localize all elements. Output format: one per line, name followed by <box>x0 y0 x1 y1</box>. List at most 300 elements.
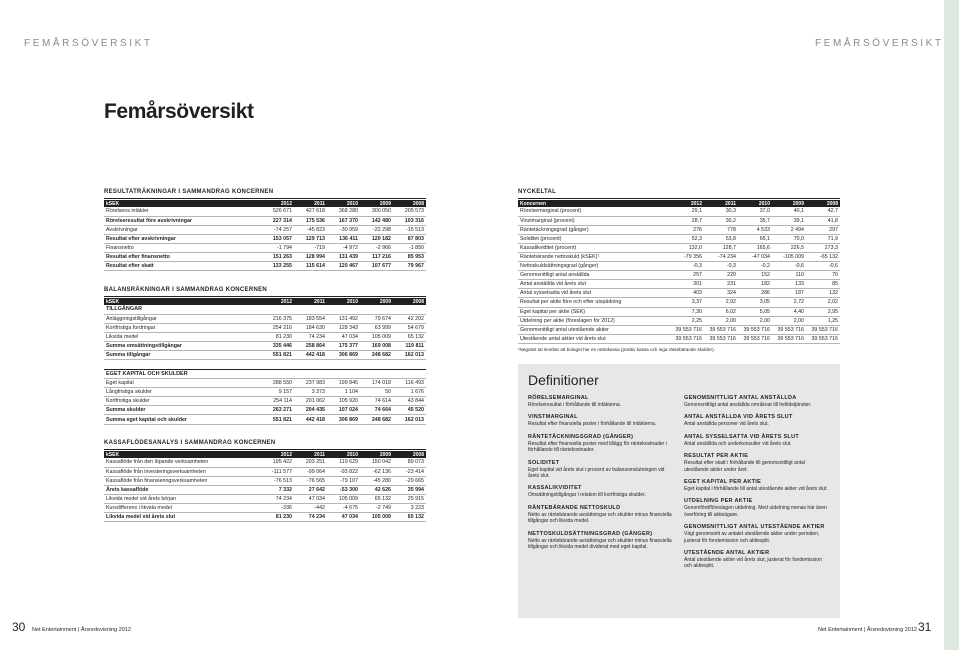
value-cell: 133 <box>772 280 806 289</box>
row-label-cell: Genomsnittligt antal anställda <box>518 271 670 280</box>
value-cell: 74 234 <box>294 513 327 522</box>
table-row <box>518 298 840 307</box>
value-cell: 110 <box>772 271 806 280</box>
value-cell: -111 577 <box>261 467 294 476</box>
value-cell: 79 967 <box>393 262 426 271</box>
definition-description: Genomsnittligt antal anställda omräknat till heltidstjänster. <box>684 402 812 408</box>
row-label-cell: Resultat efter finansnetto <box>104 252 261 261</box>
nyckeltal-table <box>518 200 840 344</box>
value-cell: 65 132 <box>393 332 426 341</box>
header-year-cell: 2010 <box>327 451 360 458</box>
row-label-cell: Likvida medel vid årets början <box>104 494 261 503</box>
value-cell: -4 675 <box>327 503 360 512</box>
value-cell: 35,7 <box>738 216 772 225</box>
value-cell: 39 553 716 <box>806 334 840 343</box>
header-year-cell: 2012 <box>670 200 704 207</box>
value-cell: 39 553 716 <box>772 325 806 334</box>
section-rule <box>104 296 426 297</box>
table-row <box>518 252 840 261</box>
value-cell: 169 008 <box>360 341 393 350</box>
value-cell: 119 811 <box>393 341 426 350</box>
table-row <box>104 332 426 341</box>
definition-term: NETTOSKULDSÄTTNINGSGRAD (GÅNGER) <box>528 530 653 537</box>
nyckeltal-footnote: ¹Negativt tal innebär att bolaget har en nettokassa (positiv kassa och inga räntebärande skulder). <box>518 347 715 352</box>
header-year-cell: 2008 <box>393 451 426 458</box>
value-cell: 151 263 <box>261 252 294 261</box>
value-cell: 39 553 716 <box>704 325 738 334</box>
definition-item <box>528 395 674 408</box>
value-cell: 2,92 <box>704 298 738 307</box>
value-cell: 136 411 <box>327 234 360 243</box>
header-year-cell: 2008 <box>806 200 840 207</box>
row-label-cell: Anläggningstillgångar <box>104 314 261 323</box>
value-cell: 81 230 <box>261 513 294 522</box>
value-cell: -93 822 <box>327 467 360 476</box>
row-label-cell: Räntetäckningsgrad (gånger) <box>518 225 670 234</box>
row-label-cell: Vinstmarginal (procent) <box>518 216 670 225</box>
definition-item <box>684 479 830 492</box>
value-cell: 2 494 <box>772 225 806 234</box>
value-cell: -105 009 <box>772 252 806 261</box>
value-cell: 28,7 <box>670 216 704 225</box>
value-cell: 85 953 <box>393 252 426 261</box>
definition-description: Resultat efter finansiella poster med tillägg för räntekostnader i förhållande till räntekostnader. <box>528 440 667 454</box>
header-label-cell: kSEK <box>104 451 261 458</box>
definition-description: Netto av räntebärande avsättningar och skulder minus finansiella tillgångar och likvida medel dividerat med eget kapital. <box>528 537 672 551</box>
value-cell: 2,25 <box>670 316 704 325</box>
value-cell: 119 629 <box>327 458 360 467</box>
value-cell: 301 <box>670 280 704 289</box>
header-label-cell: kSEK <box>104 298 261 305</box>
row-label-cell: Kortfristiga fordringar <box>104 323 261 332</box>
value-cell: 53,8 <box>704 234 738 243</box>
table-row <box>518 307 840 316</box>
table-row <box>104 513 426 522</box>
value-cell: 162 013 <box>393 350 426 359</box>
header-year-cell: 2012 <box>261 451 294 458</box>
value-cell: 174 018 <box>360 379 393 388</box>
value-cell: 2,72 <box>772 298 806 307</box>
row-label-cell: Summa eget kapital och skulder <box>104 415 261 424</box>
value-cell: 105 009 <box>360 513 393 522</box>
definition-item <box>528 434 674 454</box>
row-label-cell: Kursdifferens i likvida medel <box>104 503 261 512</box>
row-label-cell: Rörelsens intäkter <box>104 207 261 216</box>
value-cell: 37,0 <box>738 207 772 216</box>
header-label-cell: kSEK <box>104 200 261 207</box>
value-cell: 183 554 <box>294 314 327 323</box>
value-cell: 128 994 <box>294 252 327 261</box>
table-row <box>104 350 426 359</box>
footer-text-left: Net Entertainment | Årsredovisning 2012 <box>32 627 131 633</box>
value-cell: 128,7 <box>704 243 738 252</box>
value-cell: 107 677 <box>360 262 393 271</box>
row-label-cell: Nettoskuldsättningsgrad (gånger) <box>518 262 670 271</box>
row-label-cell: Kassaflöde från den löpande verksamheten <box>104 458 261 467</box>
definition-description: Resultat efter skatt i förhållande till genomsnittligt antal utestående aktier under året. <box>684 460 805 473</box>
value-cell: 74 234 <box>261 494 294 503</box>
value-cell: 131 439 <box>327 252 360 261</box>
value-cell: 288 550 <box>261 379 294 388</box>
row-label-cell: Summa omsättningstillgångar <box>104 341 261 350</box>
value-cell: 103 316 <box>393 216 426 225</box>
value-cell: 257 <box>670 271 704 280</box>
definition-description: Antal anställda personer vid årets slut. <box>684 421 769 428</box>
value-cell: 3 223 <box>393 503 426 512</box>
value-cell: -0,6 <box>806 262 840 271</box>
row-label-cell: Resultat efter avskrivningar <box>104 234 261 243</box>
value-cell: 286 <box>738 289 772 298</box>
value-cell: 306 869 <box>327 350 360 359</box>
value-cell: -79 107 <box>327 476 360 485</box>
value-cell: 203 251 <box>294 458 327 467</box>
value-cell: 7 332 <box>261 485 294 494</box>
page-number-right: 31 <box>918 620 932 634</box>
value-cell: 47 034 <box>327 513 360 522</box>
value-cell: 89 073 <box>393 458 426 467</box>
value-cell: 324 <box>704 289 738 298</box>
value-cell: 248 682 <box>360 350 393 359</box>
header-year-cell: 2011 <box>294 451 327 458</box>
value-cell: -79 356 <box>670 252 704 261</box>
definition-term: UTESTÅENDE ANTAL AKTIER <box>684 550 770 557</box>
value-cell: 29,1 <box>670 207 704 216</box>
value-cell: 47 034 <box>327 332 360 341</box>
value-cell: 204 435 <box>294 406 327 415</box>
value-cell: -30 959 <box>327 225 360 234</box>
table-row <box>518 316 840 325</box>
value-cell: -1 850 <box>393 243 426 252</box>
definition-description: Eget kapital vid årets slut i procent av balansomslutningen vid årets slut. <box>528 466 665 480</box>
definitions-right-column <box>684 395 830 576</box>
value-cell: 30,3 <box>704 207 738 216</box>
page-title: Femårsöversikt <box>104 100 254 123</box>
row-label-cell: Finansnetto <box>104 243 261 252</box>
value-cell: -29 665 <box>393 476 426 485</box>
value-cell: 2,95 <box>806 307 840 316</box>
definition-item <box>684 550 830 570</box>
value-cell: 39 553 716 <box>704 334 738 343</box>
table-row <box>104 415 426 424</box>
value-cell: 39 553 716 <box>670 325 704 334</box>
value-cell: 199 845 <box>327 379 360 388</box>
value-cell: 201 062 <box>294 397 327 406</box>
header-year-cell: 2012 <box>261 298 294 305</box>
table-header-row <box>518 200 840 207</box>
table-row <box>104 252 426 261</box>
table-row <box>518 289 840 298</box>
value-cell: -22 298 <box>360 225 393 234</box>
value-cell: 442 418 <box>294 415 327 424</box>
row-label-cell: Likvida medel vid årets slut <box>104 513 261 522</box>
table-row <box>104 323 426 332</box>
value-cell: 2,00 <box>738 316 772 325</box>
definition-description: Resultat efter finansiella poster i förhållande till intäkterna. <box>528 421 657 428</box>
row-label-cell: Resultat per aktie före och efter utspädning <box>518 298 670 307</box>
table-row <box>104 341 426 350</box>
value-cell: 142 480 <box>360 216 393 225</box>
value-cell: 54 679 <box>393 323 426 332</box>
value-cell: -336 <box>261 503 294 512</box>
value-cell: 74 234 <box>294 332 327 341</box>
value-cell: 273,3 <box>806 243 840 252</box>
value-cell: 70 <box>806 271 840 280</box>
header-year-cell: 2010 <box>738 200 772 207</box>
row-label-cell: Avskrivningar <box>104 225 261 234</box>
value-cell: 63 999 <box>360 323 393 332</box>
table-row <box>104 458 426 467</box>
definition-description: Eget kapital i förhållande till antal utestående aktier vid årets slut. <box>684 486 828 493</box>
value-cell: 3,37 <box>670 298 704 307</box>
table-row <box>518 234 840 243</box>
table-row <box>518 207 840 216</box>
header-year-cell: 2011 <box>704 200 738 207</box>
row-label-cell: Kortfristiga skulder <box>104 397 261 406</box>
header-year-cell: 2010 <box>327 298 360 305</box>
row-label-cell: Rörelsemarginal (procent) <box>518 207 670 216</box>
header-year-cell: 2009 <box>772 200 806 207</box>
value-cell: -45 280 <box>360 476 393 485</box>
row-label-cell: Eget kapital per aktie (SEK) <box>518 307 670 316</box>
header-year-cell: 2008 <box>393 200 426 207</box>
value-cell: 6,02 <box>704 307 738 316</box>
running-header-left: FEMÅRSÖVERSIKT <box>24 38 153 49</box>
value-cell: 35 994 <box>393 485 426 494</box>
definition-item <box>684 453 830 473</box>
value-cell: 30,2 <box>704 216 738 225</box>
value-cell: 132,0 <box>670 243 704 252</box>
value-cell: 551 821 <box>261 350 294 359</box>
definition-item <box>684 414 830 427</box>
value-cell: 263 271 <box>261 406 294 415</box>
value-cell: 152 <box>738 271 772 280</box>
definition-term: KASSALIKVIDITET <box>528 485 582 492</box>
value-cell: 107 024 <box>327 406 360 415</box>
value-cell: 237 983 <box>294 379 327 388</box>
value-cell: 71,9 <box>806 234 840 243</box>
value-cell: -62 136 <box>360 467 393 476</box>
value-cell: -99 064 <box>294 467 327 476</box>
definitions-title: Definitioner <box>528 372 599 388</box>
definition-description: Vägt genomsnitt av antalet utestående aktier under perioden, justerat för fondemission och aktiesplit. <box>684 531 820 544</box>
definition-item <box>528 414 674 427</box>
value-cell: 248 682 <box>360 415 393 424</box>
value-cell: 150 042 <box>360 458 393 467</box>
value-cell: 335 446 <box>261 341 294 350</box>
section-title-balans: BALANSRÄKNINGAR I SAMMANDRAG KONCERNEN <box>104 287 268 293</box>
value-cell: 65,1 <box>738 234 772 243</box>
row-label-cell: Summa tillgångar <box>104 350 261 359</box>
value-cell: 43 844 <box>393 397 426 406</box>
value-cell: 85 <box>806 280 840 289</box>
definition-term: ANTAL ANSTÄLLDA VID ÅRETS SLUT <box>684 414 793 421</box>
value-cell: 116 493 <box>393 379 426 388</box>
value-cell: -15 513 <box>393 225 426 234</box>
value-cell: 4 533 <box>738 225 772 234</box>
value-cell: 9 157 <box>261 388 294 397</box>
subheading-cell: EGET KAPITAL OCH SKULDER <box>104 370 426 379</box>
eget-kapital-table <box>104 369 426 425</box>
value-cell: -74 234 <box>704 252 738 261</box>
row-label-cell: Likvida medel <box>104 332 261 341</box>
value-cell: 227 314 <box>261 216 294 225</box>
table-row <box>104 397 426 406</box>
value-cell: 128 343 <box>327 323 360 332</box>
value-cell: 42 202 <box>393 314 426 323</box>
value-cell: 39,1 <box>772 216 806 225</box>
header-year-cell: 2011 <box>294 298 327 305</box>
table-row <box>104 476 426 485</box>
definitions-left-column <box>528 395 674 556</box>
value-cell: 1,25 <box>806 316 840 325</box>
table-row <box>104 379 426 388</box>
value-cell: -0,6 <box>772 262 806 271</box>
value-cell: 39 553 716 <box>738 334 772 343</box>
value-cell: 182 <box>738 280 772 289</box>
definition-item <box>528 460 674 480</box>
value-cell: 526 671 <box>261 207 294 216</box>
definition-term: ANTAL SYSSELSATTA VID ÅRETS SLUT <box>684 433 800 440</box>
header-label-cell: Koncernen <box>518 200 670 207</box>
value-cell: -2 966 <box>360 243 393 252</box>
definition-description: Rörelseresultat i förhållande till intäkterna. <box>528 402 622 408</box>
value-cell: 42,7 <box>806 207 840 216</box>
value-cell: 4,40 <box>772 307 806 316</box>
value-cell: -53 300 <box>327 485 360 494</box>
value-cell: 2,00 <box>772 316 806 325</box>
row-label-cell: Kassaflöde från finansieringsverksamheten <box>104 476 261 485</box>
value-cell: 39 553 716 <box>670 334 704 343</box>
value-cell: 1 676 <box>393 388 426 397</box>
row-label-cell: Utestående antal aktier vid årets slut <box>518 334 670 343</box>
value-cell: 2,00 <box>704 316 738 325</box>
table-row <box>518 334 840 343</box>
table-row <box>518 225 840 234</box>
value-cell: 74 664 <box>360 406 393 415</box>
table-row <box>104 225 426 234</box>
value-cell: 195 422 <box>261 458 294 467</box>
value-cell: 79 674 <box>360 314 393 323</box>
value-cell: 3,05 <box>738 298 772 307</box>
definition-description: Antal utestående aktier vid årets slut, justerat för fondemission och aktiesplit. <box>684 557 822 570</box>
definition-term: GENOMSNITTLIGT ANTAL UTESTÅENDE AKTIER <box>684 524 825 531</box>
value-cell: -0,2 <box>738 262 772 271</box>
value-cell: 87 803 <box>393 234 426 243</box>
definition-description: Omsättningstillgångar i relation till kortfristiga skulder. <box>528 492 646 499</box>
value-cell: 65 132 <box>360 494 393 503</box>
value-cell: 162 013 <box>393 415 426 424</box>
value-cell: 175 377 <box>327 341 360 350</box>
value-cell: 300 050 <box>360 207 393 216</box>
running-header-right: FEMÅRSÖVERSIKT <box>815 38 944 49</box>
kassaflode-table <box>104 451 426 522</box>
row-label-cell: Eget kapital <box>104 379 261 388</box>
value-cell: -442 <box>294 503 327 512</box>
value-cell: 132 <box>806 289 840 298</box>
table-row <box>104 243 426 252</box>
value-cell: 120 467 <box>327 262 360 271</box>
value-cell: 45 520 <box>393 406 426 415</box>
table-row <box>518 262 840 271</box>
value-cell: 254 216 <box>261 323 294 332</box>
value-cell: 778 <box>704 225 738 234</box>
value-cell: 7,30 <box>670 307 704 316</box>
definition-item <box>684 395 830 408</box>
value-cell: 226,5 <box>772 243 806 252</box>
value-cell: 115 614 <box>294 262 327 271</box>
value-cell: -4 972 <box>327 243 360 252</box>
value-cell: 220 <box>704 271 738 280</box>
header-year-cell: 2009 <box>360 451 393 458</box>
table-row <box>104 467 426 476</box>
value-cell: 551 821 <box>261 415 294 424</box>
value-cell: 368 280 <box>327 207 360 216</box>
header-year-cell: 2008 <box>393 298 426 305</box>
value-cell: 27 642 <box>294 485 327 494</box>
value-cell: 65 132 <box>393 513 426 522</box>
value-cell: 50 <box>360 388 393 397</box>
definition-item <box>684 498 830 518</box>
value-cell: 165,6 <box>738 243 772 252</box>
definition-item <box>528 505 674 525</box>
table-row <box>104 234 426 243</box>
table-row <box>518 271 840 280</box>
value-cell: 42 626 <box>360 485 393 494</box>
table-row <box>104 406 426 415</box>
row-label-cell: Utdelning per aktie (föreslagen för 2012) <box>518 316 670 325</box>
subheading-cell: TILLGÅNGAR <box>104 305 426 314</box>
value-cell: 105 009 <box>360 332 393 341</box>
header-year-cell: 2012 <box>261 200 294 207</box>
value-cell: 131 492 <box>327 314 360 323</box>
value-cell: 167 370 <box>327 216 360 225</box>
definition-description: Genomförd/föreslagen utdelning. Med utdelning menas här även överföring till aktieägare. <box>684 505 827 518</box>
section-rule <box>104 449 426 450</box>
value-cell: 52,3 <box>670 234 704 243</box>
value-cell: 403 <box>670 289 704 298</box>
value-cell: 205 573 <box>393 207 426 216</box>
section-title-nyckeltal: NYCKELTAL <box>518 189 557 195</box>
resultat-table <box>104 200 426 271</box>
value-cell: 133 255 <box>261 262 294 271</box>
value-cell: 39 553 716 <box>806 325 840 334</box>
value-cell: 105 920 <box>327 397 360 406</box>
value-cell: 175 536 <box>294 216 327 225</box>
footer-text-right: Net Entertainment | Årsredovisning 2012 <box>818 627 917 633</box>
value-cell: -74 257 <box>261 225 294 234</box>
value-cell: 5,05 <box>738 307 772 316</box>
value-cell: 41,8 <box>806 216 840 225</box>
section-title-resultat: RESULTATRÄKNINGAR I SAMMANDRAG KONCERNEN <box>104 189 274 195</box>
definition-term: RÖRELSEMARGINAL <box>528 395 589 401</box>
value-cell: 25 915 <box>393 494 426 503</box>
table-header-row <box>104 451 426 458</box>
table-row <box>104 262 426 271</box>
value-cell: 40,1 <box>772 207 806 216</box>
value-cell: 442 418 <box>294 350 327 359</box>
row-label-cell: Kassalikviditet (procent) <box>518 243 670 252</box>
section-rule <box>104 198 426 199</box>
value-cell: -1 794 <box>261 243 294 252</box>
definition-term: EGET KAPITAL PER AKTIE <box>684 479 762 486</box>
row-label-cell: Långfristiga skulder <box>104 388 261 397</box>
value-cell: -65 132 <box>806 252 840 261</box>
value-cell: 184 630 <box>294 323 327 332</box>
page-edge-strip <box>944 0 959 650</box>
table-row <box>104 314 426 323</box>
definition-term: GENOMSNITTLIGT ANTAL ANSTÄLLDA <box>684 395 797 401</box>
table-row <box>518 243 840 252</box>
